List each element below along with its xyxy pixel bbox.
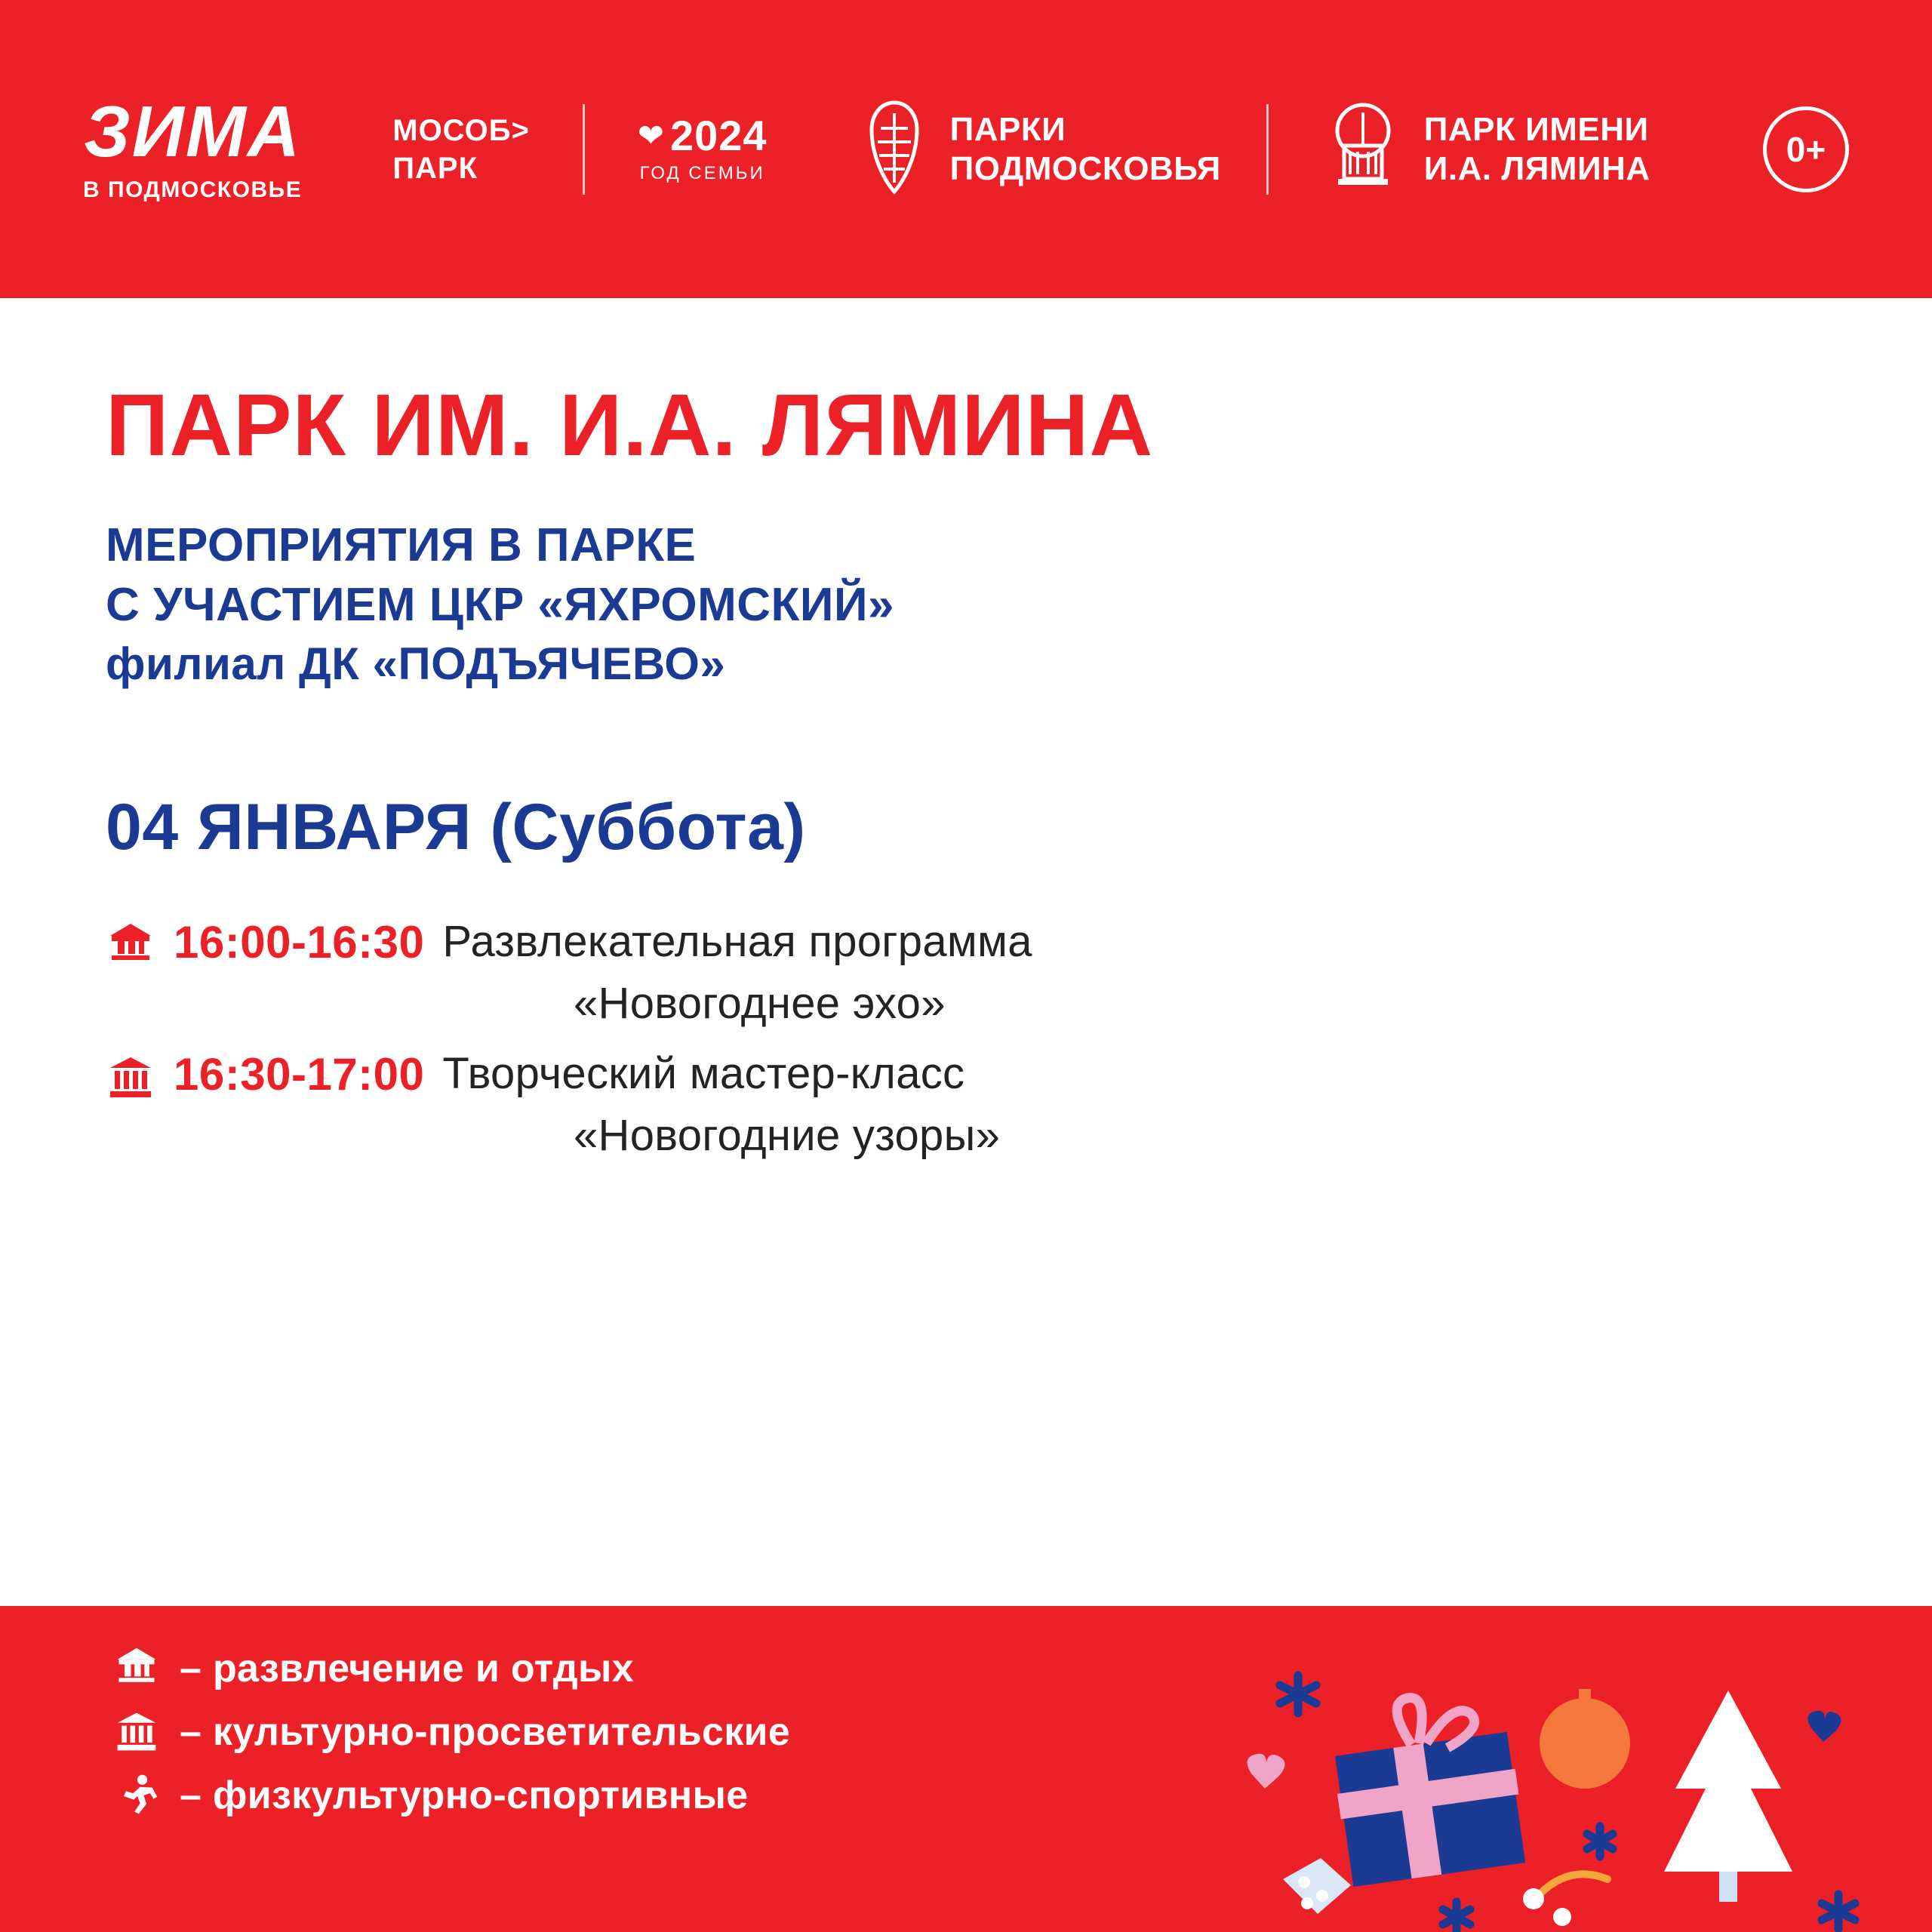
parks-logo-line1: ПАРКИ (949, 110, 1066, 148)
mosoblpark-logo-line2: ПАРК (392, 151, 478, 185)
lyamin-logo-line1: ПАРК ИМЕНИ (1423, 110, 1649, 148)
zima-logo (83, 91, 303, 203)
year-of-family-logo (637, 111, 768, 184)
events-list (106, 916, 1826, 1161)
zima-logo-main: ЗИМА (84, 91, 302, 172)
footer-decoration (1208, 1630, 1887, 1932)
pinecone-icon (858, 98, 931, 200)
mosoblpark-logo-line1: МОСОБ> (392, 113, 530, 147)
legend-label: – развлечение и отдых (180, 1647, 634, 1690)
event-name: Развлекательная программа (442, 916, 1032, 966)
subtitle-line-3: филиал ДК «ПОДЪЯЧЕВО» (106, 638, 726, 689)
runner-icon (113, 1772, 160, 1819)
year-logo-sub: ГОД СЕМЬИ (639, 162, 765, 183)
legend-label: – культурно-просветительские (180, 1710, 791, 1754)
tree-emblem-icon (1321, 99, 1404, 199)
main-content (0, 298, 1932, 1180)
lyamin-logo-line2: И.А. ЛЯМИНА (1423, 149, 1651, 187)
event-subname: «Новогодние узоры» (574, 1110, 1001, 1160)
event-subname: «Новогоднее эхо» (574, 978, 946, 1028)
parks-of-podmoskovye-logo (858, 98, 1221, 200)
page-header (0, 0, 1932, 298)
list-item (106, 916, 1826, 1029)
parks-logo-line2: ПОДМОСКОВЬЯ (949, 149, 1221, 187)
year-number: 2024 (670, 111, 768, 159)
event-name: Творческий мастер-класс (442, 1048, 965, 1098)
subtitle-line-1: МЕРОПРИЯТИЯ В ПАРКЕ (106, 519, 697, 571)
event-time: 16:30-17:00 (174, 1048, 425, 1100)
legend-label: – физкультурно-спортивные (180, 1774, 749, 1817)
carousel-icon (106, 921, 155, 971)
age-rating-badge: 0+ (1763, 106, 1849, 192)
page-subtitle (106, 515, 1826, 694)
event-date: 04 ЯНВАРЯ (Суббота) (106, 790, 806, 863)
list-item (106, 1048, 1826, 1161)
heart-icon: ❤ (637, 117, 664, 153)
page-title: ПАРК ИМ. И.А. ЛЯМИНА (106, 376, 1154, 474)
lyamin-park-logo (1321, 99, 1651, 199)
header-divider-1 (583, 104, 585, 195)
mosoblpark-logo (392, 112, 530, 187)
event-time: 16:00-16:30 (174, 916, 425, 968)
page-footer (0, 1606, 1932, 1932)
museum-icon (106, 1053, 155, 1103)
header-divider-2 (1266, 104, 1269, 195)
carousel-icon (113, 1645, 160, 1692)
museum-icon (113, 1709, 160, 1755)
zima-logo-sub: В ПОДМОСКОВЬЕ (83, 177, 303, 202)
subtitle-line-2: С УЧАСТИЕМ ЦКР «ЯХРОМСКИЙ» (106, 579, 894, 632)
